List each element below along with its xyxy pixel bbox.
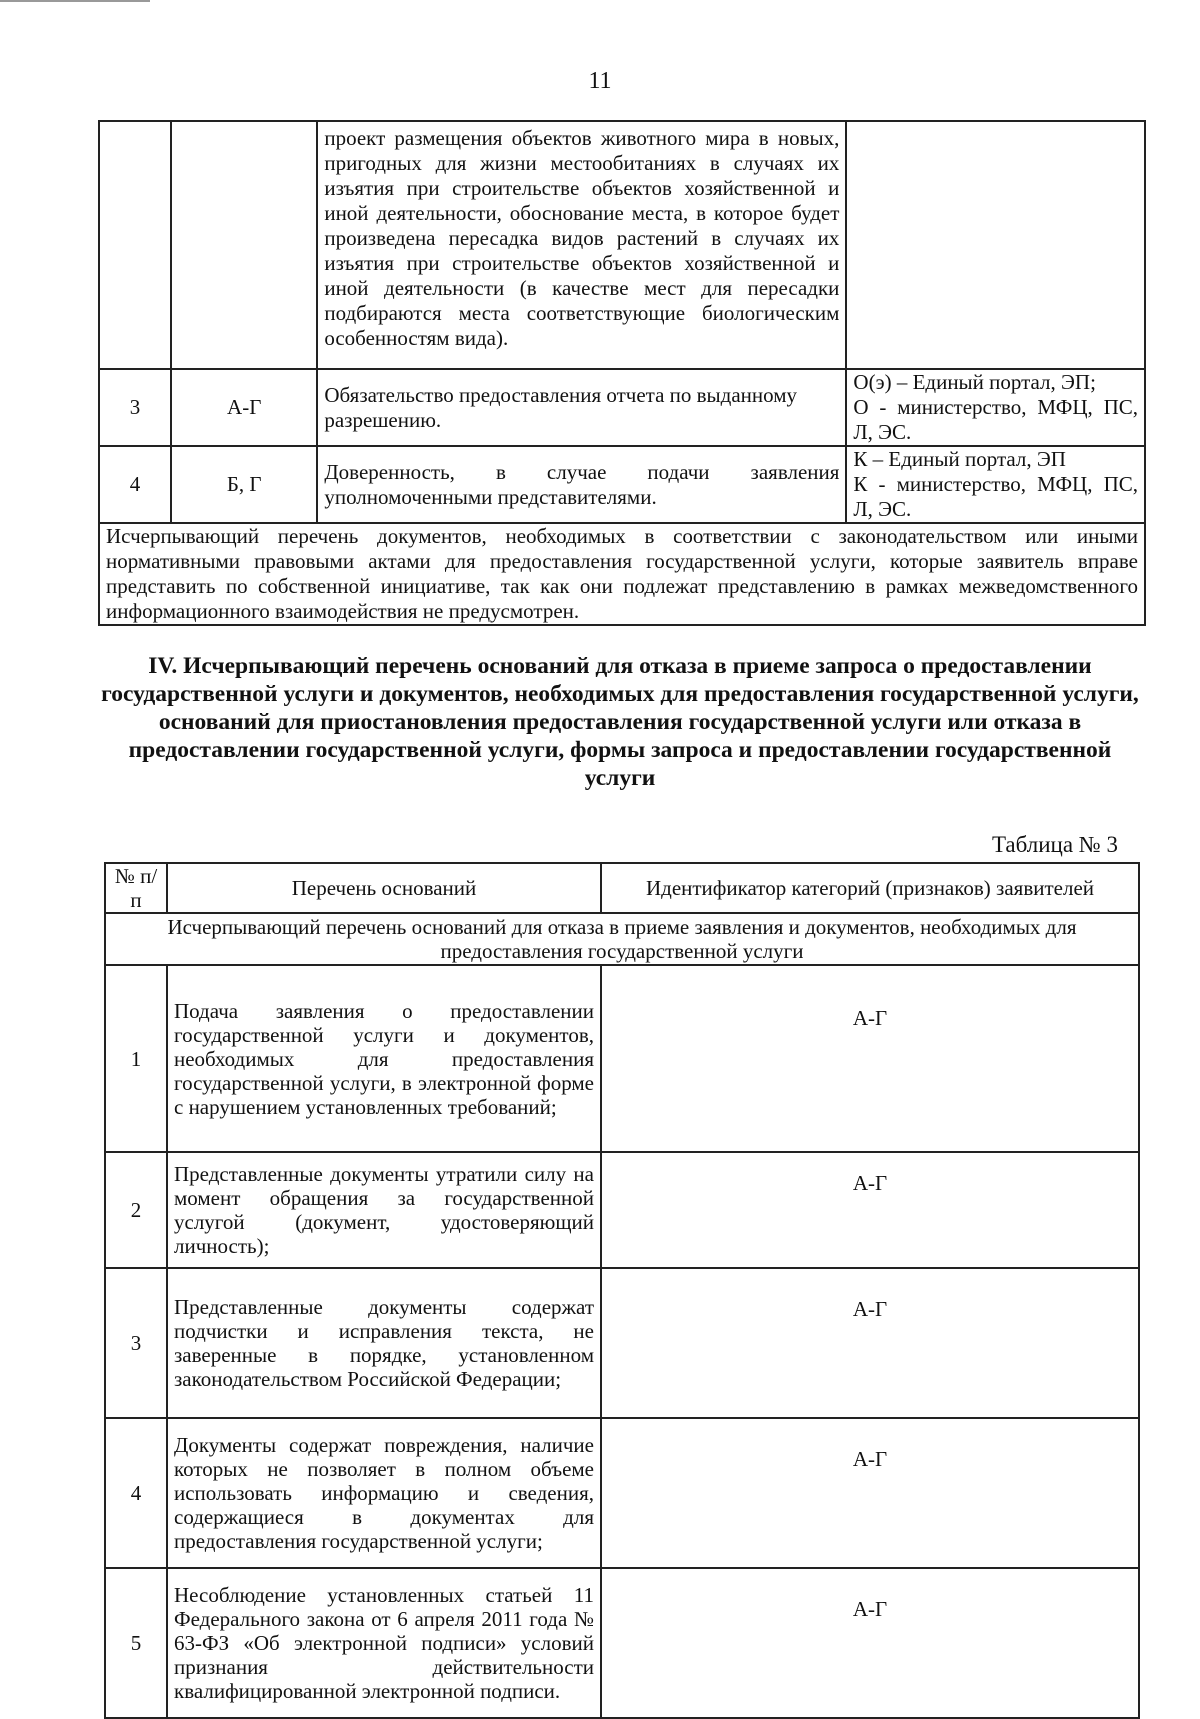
- documents-table-continued: [98, 120, 1146, 626]
- row-document: Обязательство предоставления отчета по выданному разрешению.: [317, 369, 846, 446]
- table-row: [105, 1268, 1139, 1418]
- table-row: [99, 523, 1145, 625]
- method-line: К - министерство, МФЦ, ПС, Л, ЭС.: [853, 472, 1138, 521]
- section-heading: IV. Исчерпывающий перечень оснований для отказа в приеме запроса о предоставлении государственной услуги и документов, необходимых для предоставления государственной услуги, оснований для приостановления предоставления государственной услуги или отказа в предоставлении государственной услуги, формы запроса и предоставлении государственной услуги: [101, 653, 1139, 791]
- row-category: А-Г: [171, 369, 317, 446]
- row-number: 3: [105, 1268, 167, 1418]
- method-line: О - министерство, МФЦ, ПС, Л, ЭС.: [853, 395, 1138, 444]
- row-number: 3: [99, 369, 171, 446]
- row-document: Доверенность, в случае подачи заявления уполномоченными представителями.: [317, 446, 846, 523]
- row-methods: [846, 369, 1145, 446]
- row-reason: Несоблюдение установленных статьей 11 Федерального закона от 6 апреля 2011 года № 63-ФЗ «Об электронной подписи» условий признания действительности квалифицированной электронной подписи.: [167, 1568, 601, 1718]
- page-number: 11: [588, 68, 612, 94]
- header-num: № п/п: [105, 863, 167, 913]
- row-reason: Подача заявления о предоставлении государственной услуги и документов, необходимых для предоставления государственной услуги, в электронной форме с нарушением установленных требований;: [167, 965, 601, 1152]
- row-number: 2: [105, 1152, 167, 1268]
- row-category: Б, Г: [171, 446, 317, 523]
- cell-empty: [171, 121, 317, 369]
- row-identifier: А-Г: [601, 1568, 1139, 1718]
- table-row: [99, 121, 1145, 369]
- row-reason: Документы содержат повреждения, наличие которых не позволяет в полном объеме использовать информацию и сведения, содержащиеся в документах для предоставления государственной услуги;: [167, 1418, 601, 1568]
- row-number: 5: [105, 1568, 167, 1718]
- method-line: О(э) – Единый портал, ЭП;: [853, 370, 1096, 394]
- table-label: Таблица № 3: [991, 832, 1118, 857]
- row-reason: Представленные документы содержат подчистки и исправления текста, не заверенные в порядке, установленном законодательством Российской Федерации;: [167, 1268, 601, 1418]
- row-number: 4: [99, 446, 171, 523]
- row-number: 1: [105, 965, 167, 1152]
- table-row: [99, 369, 1145, 446]
- table-header-row: [105, 863, 1139, 913]
- row-identifier: А-Г: [601, 965, 1139, 1152]
- table-row: [105, 965, 1139, 1152]
- table-row: [105, 1152, 1139, 1268]
- header-identifier: Идентификатор категорий (признаков) заявителей: [601, 863, 1139, 913]
- table-subheader-row: [105, 913, 1139, 965]
- scan-edge-line: [0, 0, 150, 2]
- row-methods: [846, 446, 1145, 523]
- table-row: [99, 446, 1145, 523]
- cell-empty: [99, 121, 171, 369]
- continued-document-text: проект размещения объектов животного мира в новых, пригодных для жизни местообитаниях в случаях их изъятия при строительстве объектов хозяйственной и иной деятельности, обоснование места, в которое будет произведена пересадка видов растений в случаях их изъятия при строительстве объектов хозяйственной и иной деятельности (в качестве мест для пересадки подбираются места соответствующие биологическим особенностям вида).: [317, 121, 846, 369]
- table-row: [105, 1418, 1139, 1568]
- row-identifier: А-Г: [601, 1418, 1139, 1568]
- row-reason: Представленные документы утратили силу на момент обращения за государственной услугой (документ, удостоверяющий личность);: [167, 1152, 601, 1268]
- header-reasons: Перечень оснований: [167, 863, 601, 913]
- row-number: 4: [105, 1418, 167, 1568]
- table-subheader: Исчерпывающий перечень оснований для отказа в приеме заявления и документов, необходимых для предоставления государственной услуги: [105, 913, 1139, 965]
- footer-note: Исчерпывающий перечень документов, необходимых в соответствии с законодательством или иными нормативными правовыми актами для предоставления государственной услуги, которые заявитель вправе представить по собственной инициативе, так как они подлежат представлению в рамках межведомственного информационного взаимодействия не предусмотрен.: [99, 523, 1145, 625]
- cell-empty: [846, 121, 1145, 369]
- table-row: [105, 1568, 1139, 1718]
- method-line: К – Единый портал, ЭП: [853, 447, 1066, 471]
- row-identifier: А-Г: [601, 1152, 1139, 1268]
- refusal-reasons-table: [104, 862, 1140, 1719]
- row-identifier: А-Г: [601, 1268, 1139, 1418]
